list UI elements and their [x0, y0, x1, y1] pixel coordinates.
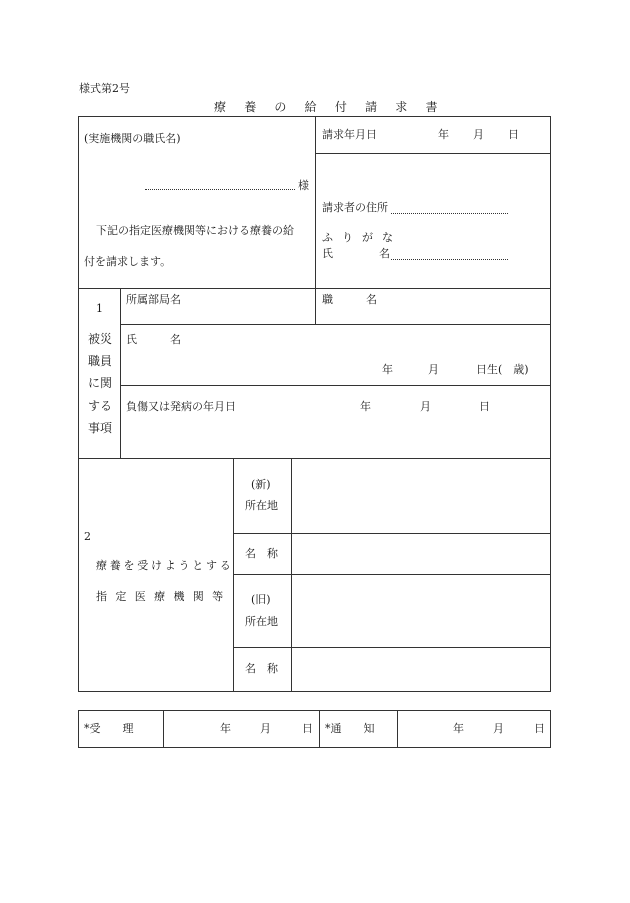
job-label: 職 名 [322, 293, 377, 306]
sama-label: 様 [298, 179, 309, 192]
birth-day-age: 日生( 歳) [476, 363, 529, 376]
claimant-name-label-1: 氏 [322, 247, 333, 260]
received-label: *受 理 [84, 722, 134, 735]
section2-label-line1: 療養を受けようとする [96, 559, 234, 572]
claimant-address-label: 請求者の住所 [322, 201, 388, 214]
notified-label: *通 知 [325, 722, 375, 735]
section1-label-line: 事項 [88, 421, 113, 435]
received-year: 年 [220, 722, 231, 735]
section1-number: 1 [96, 302, 103, 315]
notified-year: 年 [453, 722, 464, 735]
claimant-name-field[interactable] [391, 259, 508, 260]
new-location-label: 所在地 [245, 499, 278, 512]
received-month: 月 [260, 722, 271, 735]
claimant-name-label-2: 名 [379, 247, 390, 260]
new-label: (新) [251, 478, 271, 491]
section1-label-line: に関 [88, 376, 113, 390]
old-name-label: 名 称 [245, 662, 278, 675]
header-divider [315, 116, 316, 288]
old-label: (旧) [251, 593, 271, 606]
section1-label-line: する [88, 399, 113, 413]
claimant-address-field[interactable] [391, 213, 508, 214]
agency-label: (実施機関の職氏名) [84, 132, 181, 145]
request-text-line2: 付を請求します。 [84, 255, 172, 268]
request-date-label: 請求年月日 [322, 128, 377, 141]
footer-box [78, 710, 551, 748]
injury-year: 年 [360, 400, 371, 413]
birth-year: 年 [382, 363, 393, 376]
employee-name-label: 氏 名 [126, 333, 181, 346]
new-name-label: 名 称 [245, 547, 278, 560]
section2-label-line2: 指定医療機関等 [96, 590, 232, 603]
agency-name-field[interactable] [145, 189, 295, 190]
request-date-day: 日 [508, 128, 519, 141]
injury-date-label: 負傷又は発病の年月日 [126, 400, 236, 413]
request-date-month: 月 [473, 128, 484, 141]
injury-month: 月 [420, 400, 431, 413]
notified-month: 月 [493, 722, 504, 735]
birth-month: 月 [428, 363, 439, 376]
old-location-label: 所在地 [245, 615, 278, 628]
injury-day: 日 [479, 400, 490, 413]
request-text-line1: 下記の指定医療機関等における療養の給 [96, 224, 294, 237]
furigana-label: ふ り が な [322, 231, 396, 244]
page-title: 療 養 の 給 付 請 求 書 [214, 100, 445, 114]
dept-label: 所属部局名 [126, 293, 181, 306]
section1-label-line: 職員 [88, 354, 113, 368]
notified-day: 日 [534, 722, 545, 735]
request-date-year: 年 [438, 128, 449, 141]
section1-label-line: 被災 [88, 332, 113, 346]
received-day: 日 [302, 722, 313, 735]
form-number: 様式第2号 [79, 82, 130, 95]
section2-number: 2 [84, 530, 91, 543]
